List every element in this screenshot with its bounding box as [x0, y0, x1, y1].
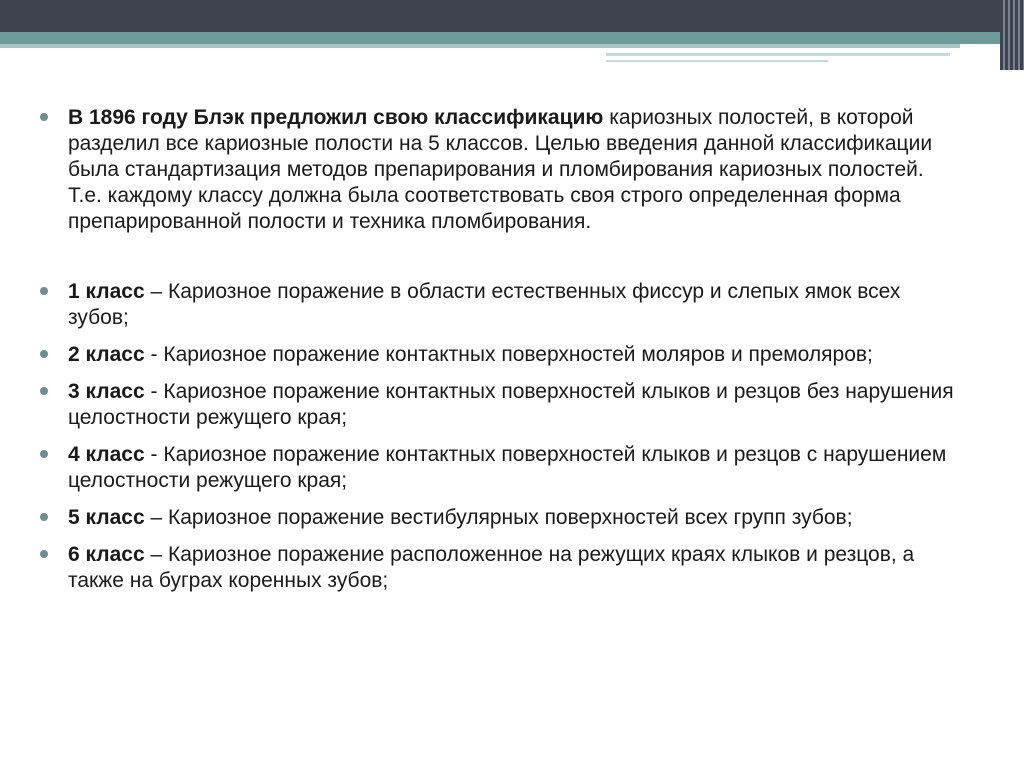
intro-text: [68, 105, 958, 235]
list-item-class-2: [38, 342, 958, 368]
class-title: 3 класс: [68, 380, 145, 403]
header-striped-edge: [1000, 0, 1024, 70]
header-accent-line-short: [606, 60, 828, 62]
list-item-class-1: [38, 279, 958, 331]
bullet-dot: [40, 350, 48, 358]
class-title: 1 класс: [68, 280, 145, 303]
list-item-class-4: [38, 442, 958, 494]
slide-header-band: [0, 0, 1024, 70]
intro-paragraph: [38, 105, 958, 235]
bullet-dot: [40, 450, 48, 458]
intro-body: кариозных полостей, в которой разделил все кариозные полости на 5 классов. Целью введения данной классификации была стандартизация методов препарирования и пломбирования кариозных полостей. Т.е. каждому классу должна была соответствовать своя строго определенная форма препарированной полости и техника пломбирования.: [68, 106, 933, 233]
header-teal-bar: [0, 32, 1000, 44]
class-description: - Кариозное поражение контактных поверхностей клыков и резцов без нарушения целостности режущего края;: [68, 380, 954, 429]
header-dark-bar: [0, 0, 1024, 32]
list-item-class-5: [38, 505, 958, 531]
bullet-dot: [40, 113, 48, 121]
slide-body: [38, 105, 958, 605]
bullet-dot: [40, 550, 48, 558]
bullet-dot: [40, 387, 48, 395]
header-light-teal-bar: [0, 44, 960, 48]
class-description: – Кариозное поражение расположенное на режущих краях клыков и резцов, а также на буграх коренных зубов;: [68, 543, 915, 592]
list-item-class-6: [38, 542, 958, 594]
bullet-dot: [40, 513, 48, 521]
class-title: 6 класс: [68, 543, 145, 566]
class-description: – Кариозное поражение вестибулярных поверхностей всех групп зубов;: [144, 506, 853, 529]
class-description: - Кариозное поражение контактных поверхностей клыков и резцов с нарушением целостности режущего края;: [68, 443, 947, 492]
list-item-class-3: [38, 379, 958, 431]
class-title: 4 класс: [68, 443, 145, 466]
bullet-dot: [40, 287, 48, 295]
class-title: 2 класс: [68, 343, 145, 366]
header-accent-line: [606, 53, 950, 56]
intro-bold: В 1896 году Блэк предложил свою классификацию: [68, 106, 604, 129]
class-description: - Кариозное поражение контактных поверхностей моляров и премоляров;: [144, 343, 873, 366]
class-description: – Кариозное поражение в области естественных фиссур и слепых ямок всех зубов;: [68, 280, 901, 329]
class-title: 5 класс: [68, 506, 145, 529]
